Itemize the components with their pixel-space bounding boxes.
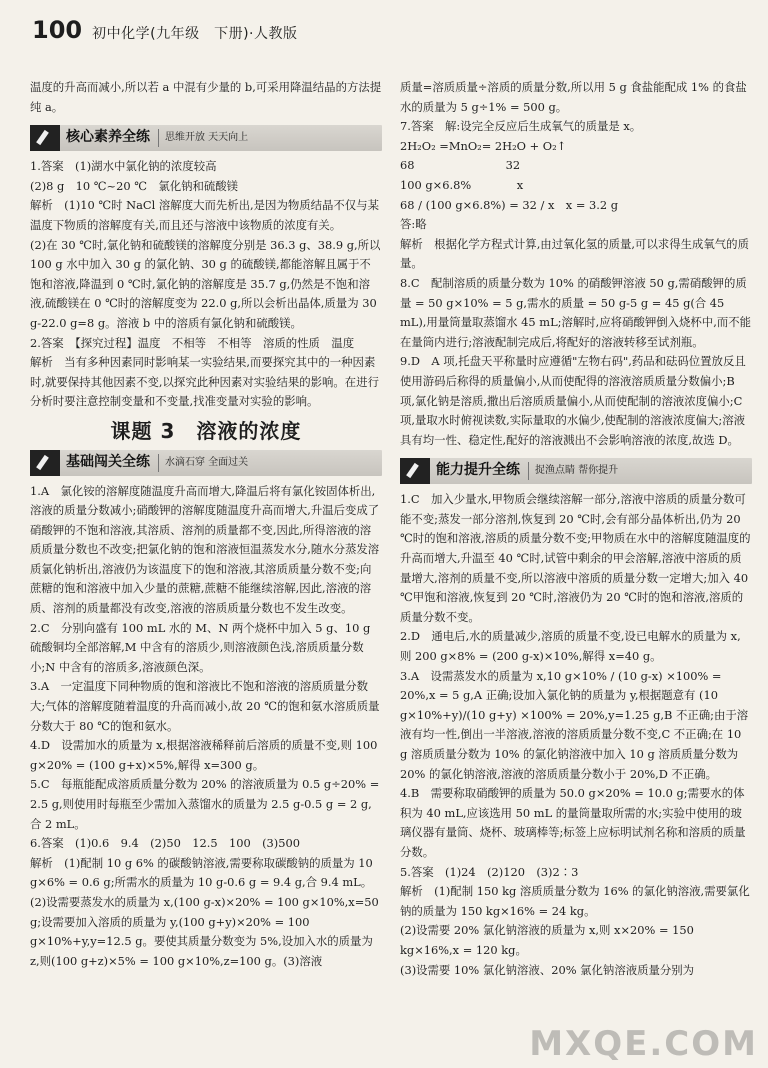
answer-paragraph: (3)设需要 10% 氯化钠溶液、20% 氯化钠溶液质量分别为 <box>400 962 695 977</box>
answer-paragraph: 3.A 设需蒸发水的质量为 x,10 g×10% / (10 g-x) ×100% = 20%,x = 5 g,A 正确;设加入氯化钠的质量为 y,根据题意有 (10 g×10%+y)/(10 g+y) ×100% = 20%,y=1.25 g,B 不正确;由于溶液有均一性,倒出一半溶液,溶液的溶质质量分数不变,C 不正确;在 10 g 溶质质量分数为 10% 的氯化钠溶液中加入 10 g 溶质质量分数为 20% 的氯化钠溶液,溶液的溶质质量分数小于 20%,D 不正确。 <box>400 668 749 781</box>
answer-paragraph: 8.C 配制溶质的质量分数为 10% 的硝酸钾溶液 50 g,需硝酸钾的质量 = 50 g×10% = 5 g,需水的质量 = 50 g-5 g = 45 g(合 45 mL),用量筒量取蒸馏水 45 mL;溶解时,应将硝酸钾倒入烧杯中,而不能在量筒内进行;溶液配制完成后,将配好的溶液转移至试剂瓶。 <box>400 275 751 349</box>
answer-paragraph: 温度的升高而减小,所以若 a 中混有少量的 b,可采用降温结晶的方法提纯 a。 <box>30 80 382 114</box>
answer-paragraph: 1.C 加入少量水,甲物质会继续溶解一部分,溶液中溶质的质量分数可能不变;蒸发一部分溶剂,恢复到 20 ℃时,会有部分晶体析出,仍为 20 ℃时的饱和溶液,溶质的质量分数不变;甲物质在水中的溶解度随温度的升高而增大,升温至 40 ℃时,试管中剩余的甲会溶解,溶液中溶质的质量增大,溶剂的质量不变,所以溶液中溶质的质量分数一定增大;加入 40 ℃甲饱和溶液,恢复到 20 ℃时,溶液仍为 20 ℃时的饱和溶液,溶质的质量分数不变。 <box>400 492 752 624</box>
banner-title: 核心素养全练 <box>66 129 150 146</box>
answer-paragraph: 2.答案 【探究过程】温度 不相等 不相等 溶质的性质 温度 <box>30 335 355 350</box>
page-number: 100 <box>32 16 83 44</box>
answer-paragraph: 2.C 分别向盛有 100 mL 水的 M、N 两个烧杯中加入 5 g、10 g 硫酸铜均全部溶解,M 中含有的溶质少,则溶液颜色浅,溶质质量分数小;N 中含有的溶质多,溶液颜色深。 <box>30 620 374 674</box>
answer-paragraph: 6.答案 (1)0.6 9.4 (2)50 12.5 100 (3)500 <box>30 836 300 851</box>
section-banner <box>30 125 382 151</box>
banner-title: 能力提升全练 <box>436 462 520 479</box>
answer-paragraph: 5.C 每瓶能配成溶质质量分数为 20% 的溶液质量为 0.5 g÷20% = 2.5 g,则使用时每瓶至少需加入蒸馏水的质量为 2.5 g-0.5 g = 2 g,合 2 mL。 <box>30 777 383 831</box>
answer-paragraph: 质量=溶质质量÷溶质的质量分数,所以用 5 g 食盐能配成 1% 的食盐水的质量为 5 g÷1% = 500 g。 <box>400 80 747 114</box>
banner-subtitle: 捉渔点睛 帮你提升 <box>535 465 619 477</box>
pencil-icon <box>400 458 430 484</box>
watermark: MXQE.COM <box>529 1024 758 1064</box>
answer-paragraph: 1.A 氯化铵的溶解度随温度升高而增大,降温后将有氯化铵固体析出,溶液的质量分数减小;硝酸钾的溶解度随温度升高而增大,升温后变成了硝酸钾的不饱和溶液,其溶质、溶剂的质量都不变,因此,所得溶液的溶质质量分数也不改变;把氯化钠的饱和溶液恒温蒸发水分,随水分蒸发溶质氯化钠析出,溶液仍为该温度下的饱和溶液,其溶质质量分数不变;向蔗糖的饱和溶液中加入少量的蔗糖,蔗糖不能继续溶解,因此,溶液的溶质、溶剂的质量都没有改变,溶液的溶质质量分数也不发生改变。 <box>30 483 380 616</box>
answer-paragraph: 解析 当有多种因素同时影响某一实验结果,而要探究其中的一种因素时,就要保持其他因素不变,以探究此种因素对实验结果的影响。在进行分析时要注意控制变量和不变量,找准变量对实验的影响。 <box>30 355 379 409</box>
answer-paragraph: (2)设需要 20% 氯化钠溶液的质量为 x,则 x×20% = 150 kg×16%,x = 120 kg。 <box>400 923 698 957</box>
answer-paragraph: 9.D A 项,托盘天平称量时应遵循"左物右码",药品和砝码位置放反且使用游码后称得的质量偏小,从而使配得的溶液溶质质量分数偏小;B 项,氯化钠是溶质,撒出后溶质质量偏小,从而使配制的溶液浓度偏小;C 项,量取水时俯视读数,实际量取的水偏少,使配制的溶液浓度偏大;溶液具有均一性、稳定性,配好的溶液溅出不会影响溶液的浓度,故选 D。 <box>400 354 746 447</box>
answer-paragraph: 解析 (1)配制 10 g 6% 的碳酸钠溶液,需要称取碳酸钠的质量为 10 g×6% = 0.6 g;所需水的质量为 10 g-0.6 g = 9.4 g,合 9.4 mL。(2)设需要蒸发水的质量为 x,(100 g-x)×20% = 100 g×10%,x=50 g;设需要加入溶质的质量为 y,(100 g+y)×20% = 100 g×10%+y,y=12.5 g。要使其质量分数变为 5%,设加入水的质量为 z,则(100 g+z)×5% = 100 g×10%,z=100 g。(3)溶液 <box>30 855 383 968</box>
answer-paragraph: 2H₂O₂ =MnO₂= 2H₂O + O₂↑ 68 32 100 g×6.8% x 68 / (100 g×6.8%) = 32 / x x = 3.2 g 答:略 <box>400 138 619 232</box>
pencil-icon <box>30 125 60 151</box>
answer-paragraph: 7.答案 解:设完全反应后生成氧气的质量是 x。 <box>400 119 642 134</box>
page-header <box>32 16 297 52</box>
answer-paragraph: 3.A 一定温度下同种物质的饱和溶液比不饱和溶液的溶质质量分数大;气体的溶解度随着温度的升高而减小,故 20 ℃的饱和氨水溶质质量分数大于 80 ℃的饱和氨水。 <box>30 679 380 733</box>
lesson-title: 课题 3 溶液的浓度 <box>110 418 302 443</box>
answer-paragraph: 4.B 需要称取硝酸钾的质量为 50.0 g×20% = 10.0 g;需要水的体积为 40 mL,应该选用 50 mL 的量筒量取所需的水;实验中使用的玻璃仪器有量筒、烧杯、玻璃棒等;标签上应标明试剂名称和溶质的质量分数。 <box>400 786 746 859</box>
right-column <box>400 78 752 980</box>
answer-paragraph: 5.答案 (1)24 (2)120 (3)2∶3 <box>400 864 579 879</box>
section-banner <box>30 450 382 476</box>
answer-paragraph: 解析 根据化学方程式计算,由过氧化氢的质量,可以求得生成氧气的质量。 <box>400 236 749 271</box>
book-title: 初中化学(九年级 下册)·人教版 <box>92 26 298 42</box>
answer-paragraph: 解析 (1)10 ℃时 NaCl 溶解度大而先析出,是因为物质结晶不仅与某温度下物质的溶解度有关,而且还与溶液中该物质的浓度有关。 <box>30 198 379 232</box>
banner-subtitle: 水滴石穿 全面过关 <box>165 456 249 468</box>
left-column <box>30 78 385 971</box>
banner-title: 基础闯关全练 <box>66 453 150 470</box>
answer-paragraph: 1.答案 (1)湖水中氯化钠的浓度较高 (2)8 g 10 ℃~20 ℃ 氯化钠和硫酸镁 <box>30 159 239 193</box>
section-banner <box>400 458 752 484</box>
answer-paragraph: 4.D 设需加水的质量为 x,根据溶液稀释前后溶质的质量不变,则 100 g×20% = (100 g+x)×5%,解得 x=300 g。 <box>30 738 382 772</box>
answer-paragraph: 解析 (1)配制 150 kg 溶质质量分数为 16% 的氯化钠溶液,需要氯化钠的质量为 150 kg×16% = 24 kg。 <box>400 884 750 918</box>
banner-subtitle: 思维开放 天天向上 <box>165 132 249 144</box>
answer-paragraph: 2.D 通电后,水的质量减少,溶质的质量不变,设已电解水的质量为 x,则 200 g×8% = (200 g-x)×10%,解得 x=40 g。 <box>400 629 741 664</box>
pencil-icon <box>30 450 60 476</box>
answer-paragraph: (2)在 30 ℃时,氯化钠和硫酸镁的溶解度分别是 36.3 g、38.9 g,所以 100 g 水中加入 30 g 的氯化钠、30 g 的硫酸镁,都能溶解且属于不饱和溶液,降温到 0 ℃时,氯化钠的溶解度是 35.7 g,仍然是不饱和溶液,硫酸镁在 0 ℃时的溶解度变为 22.0 g,所以会析出晶体,质量为 30 g-22.0 g=8 g。溶液 b 中的溶质有氯化钠和硫酸镁。 <box>30 237 385 330</box>
